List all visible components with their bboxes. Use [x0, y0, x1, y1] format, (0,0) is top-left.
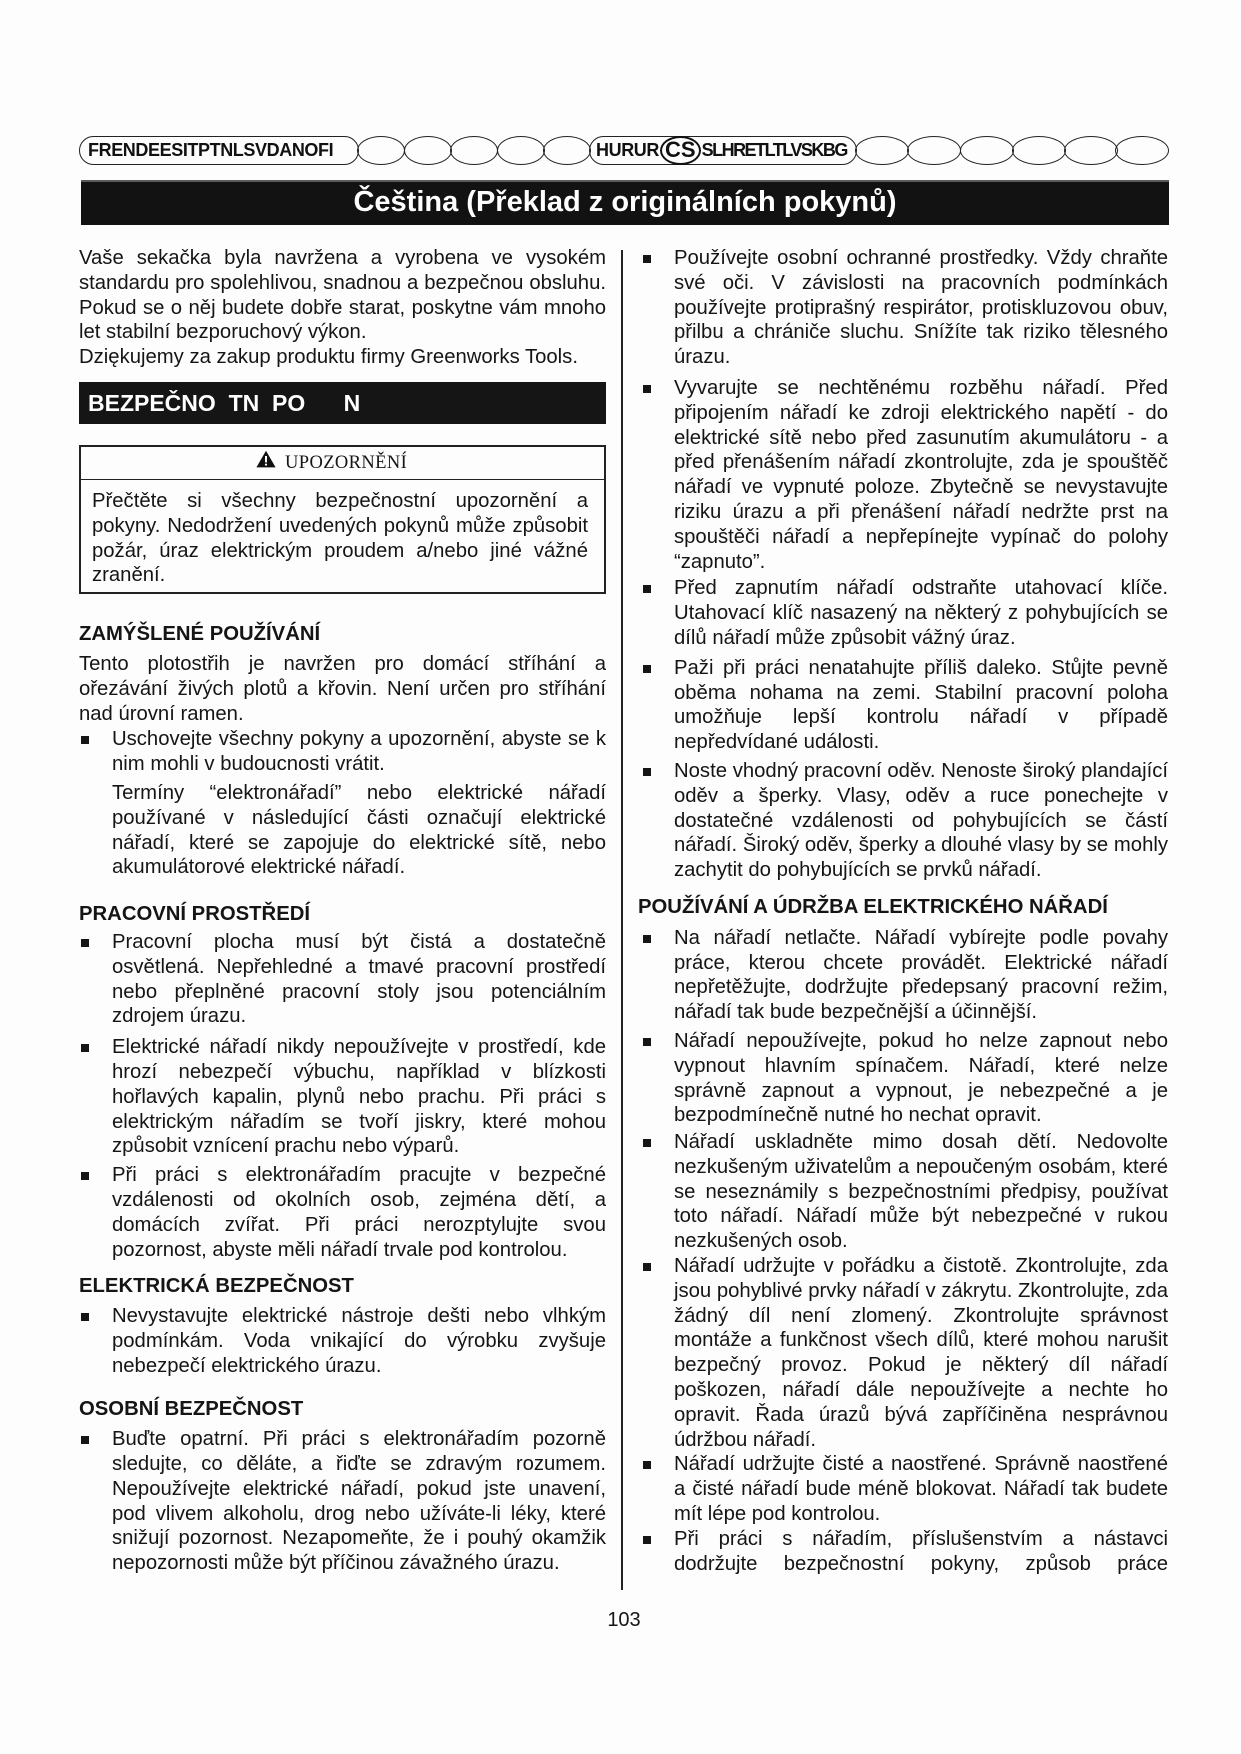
language-codes-right-before: HURUR — [596, 140, 659, 160]
list-item: Pracovní plocha musí být čistá a dostatečně osvětlená. Nepřehledné a tmavé pracovní prostředí nebo přeplněné pracovní stoly jsou potenciálním zdrojem úrazu. — [79, 930, 606, 1029]
right-column — [638, 246, 1168, 1576]
language-tab — [1012, 136, 1066, 165]
page-number: 103 — [607, 1609, 641, 1631]
list-item: Nářadí uskladněte mimo dosah dětí. Nedovolte nezkušeným uživatelům a nepoučeným osobám, které se neseznámily s bezpečnostními předpisy, používat toto nářadí. Nářadí může být nebezpečné v rukou nezkušených osob. — [638, 1130, 1168, 1254]
language-tab — [404, 136, 452, 165]
language-tab — [960, 136, 1014, 165]
language-codes-left: FRENDEESITPTNLSVDANOFI — [88, 140, 334, 160]
language-tab — [357, 136, 405, 165]
list-item: Buďte opatrní. Při práci s elektronářadím pozorně sledujte, co děláte, a řiďte se zdravým rozumem. Nepoužívejte elektrické nářadí, pokud jste unavení, pod vlivem alkoholu, drog nebo užíváte-li léky, které snižují pozornost. Nezapomeňte, že i pouhý okamžik nepozornosti může být příčinou závažného úrazu. — [79, 1427, 606, 1576]
section-title-bar: BEZPEČNO TN PO N — [79, 382, 606, 424]
terms-note: Termíny “elektronářadí” nebo elektrické nářadí používané v následující části označují elektrické nářadí, které se zapojuje do elektrické sítě, nebo akumulátorové elektrické nářadí. — [112, 781, 606, 879]
language-tab-group-left — [79, 136, 359, 165]
language-tab-row — [0, 136, 1241, 165]
list-item: Při práci s elektronářadím pracujte v bezpečné vzdálenosti od okolních osob, zejména dětí, a domácích zvířat. Při práci nerozptylujte svou pozornost, abyste měli nářadí trvale pod kontrolou. — [79, 1163, 606, 1262]
warning-box — [79, 445, 606, 594]
list-item: Nevystavujte elektrické nástroje dešti nebo vlhkým podmínkám. Voda vnikající do výrobku zvyšuje nebezpečí elektrického úrazu. — [79, 1304, 606, 1378]
page-title: Čeština (Překlad z originálních pokynů) — [81, 180, 1169, 225]
warning-triangle-icon — [256, 450, 276, 476]
active-language-tab: CS — [660, 136, 701, 165]
list-item: Při práci s nářadím, příslušenstvím a nástavci dodržujte bezpečnostní pokyny, způsob práce — [638, 1527, 1168, 1577]
list-item: Používejte osobní ochranné prostředky. Vždy chraňte své oči. V závislosti na pracovních podmínkách používejte protiprašný respirátor, protiskluzovou obuv, přilbu a chrániče sluchu. Snížíte tak riziko tělesného úrazu. — [638, 246, 1168, 370]
personal-safety-heading: OSOBNÍ BEZPEČNOST — [79, 1398, 304, 1421]
language-tab — [1115, 136, 1169, 165]
language-tab-group-right — [589, 136, 857, 165]
list-item: Paži při práci nenatahujte příliš daleko. Stůjte pevně oběma nohama na zemi. Stabilní pracovní poloha umožňuje lepší kontrolu nářadí v případě nepředvídané události. — [638, 656, 1168, 755]
language-tab — [1064, 136, 1118, 165]
list-item: Elektrické nářadí nikdy nepoužívejte v prostředí, kde hrozí nebezpečí výbuchu, například v blízkosti hořlavých kapalin, plynů nebo prachu. Při práci s elektrickým nářadím se tvoří jiskry, které mohou způsobit vznícení prachu nebo výparů. — [79, 1035, 606, 1159]
list-item: Na nářadí netlačte. Nářadí vybírejte podle povahy práce, kterou chcete provádět. Elektrické nářadí nepřetěžujte, dodržujte předepsaný pracovní režim, nářadí tak bude bezpečnější a účinnější. — [638, 926, 1168, 1025]
list-item: Uschovejte všechny pokyny a upozornění, abyste se k nim mohli v budoucnosti vrátit. — [79, 727, 606, 777]
list-item: Nářadí nepoužívejte, pokud ho nelze zapnout nebo vypnout hlavním spínačem. Nářadí, které nelze správně zapnout a vypnout, je nebezpečné a je bezpodmínečně nutné ho nechat opravit. — [638, 1029, 1168, 1128]
list-item: Nářadí udržujte v pořádku a čistotě. Zkontrolujte, zda jsou pohyblivé prvky nářadí v zákrytu. Zkontrolujte, zda žádný díl není zlomený. Zkontrolujte správnost montáže a funkčnost všech dílů, které mohou narušit bezpečný provoz. Pokud je některý díl nářadí poškozen, nářadí dále nepoužívejte a nechte ho opravit. Řada úrazů bývá zapříčiněna nesprávnou údržbou nářadí. — [638, 1254, 1168, 1452]
language-tab — [543, 136, 591, 165]
tool-use-heading: POUŽÍVÁNÍ A ÚDRŽBA ELEKTRICKÉHO NÁŘADÍ — [638, 895, 1108, 918]
language-codes-right-after: SLHRETLTLVSKBG — [701, 140, 847, 160]
warning-label: UPOZORNĚNÍ — [285, 452, 408, 473]
language-tab — [450, 136, 498, 165]
work-area-heading: PRACOVNÍ PROSTŘEDÍ — [79, 903, 311, 926]
column-divider — [621, 250, 623, 1590]
list-item: Noste vhodný pracovní oděv. Nenoste široký plandající oděv a šperky. Vlasy, oděv a ruce ponechejte v dostatečné vzdálenosti od pohybujících se částí nářadí. Široký oděv, šperky a dlouhé vlasy by se mohly zachytit do pohybujících se prvků nářadí. — [638, 759, 1168, 883]
language-tab — [497, 136, 545, 165]
list-item: Vyvarujte se nechtěnému rozběhu nářadí. Před připojením nářadí ke zdroji elektrického napětí - do elektrické sítě nebo před zasunutím akumulátoru - a před přenášením nářadí zkontrolujte, zda je spouštěč nářadí ve vypnuté poloze. Zbytečně se nevystavujte riziku úrazu a při přenášení nářadí nedržte prst na spouštěči nářadí a nepřepínejte vypínač do polohy “zapnuto”. — [638, 376, 1168, 574]
left-column — [79, 246, 606, 1576]
electrical-safety-heading: ELEKTRICKÁ BEZPEČNOST — [79, 1275, 354, 1298]
thanks-line: Dziękujemy za zakup produktu firmy Greenworks Tools. — [79, 346, 578, 369]
language-tab — [855, 136, 909, 165]
intended-use-heading: ZAMÝŠLENÉ POUŽÍVÁNÍ — [79, 623, 321, 646]
warning-header — [81, 447, 604, 480]
intended-use-text: Tento plotostřih je navržen pro domácí stříhání a ořezávání živých plotů a křovin. Není určen pro stříhání nad úrovní ramen. — [79, 652, 606, 725]
intro-paragraph: Vaše sekačka byla navržena a vyrobena ve vysokém standardu pro spolehlivou, snadnou a bezpečnou obsluhu. Pokud se o něj budete dobře starat, poskytne vám mnoho let stabilní bezporuchový výkon. — [79, 247, 606, 344]
language-tab — [907, 136, 961, 165]
list-item: Před zapnutím nářadí odstraňte utahovací klíče. Utahovací klíč nasazený na některý z pohybujících se dílů nářadí může způsobit vážný úraz. — [638, 576, 1168, 650]
list-item: Nářadí udržujte čisté a naostřené. Správně naostřené a čisté nářadí bude méně blokovat. Nářadí tak budete mít lépe pod kontrolou. — [638, 1452, 1168, 1526]
warning-text: Přečtěte si všechny bezpečnostní upozornění a pokyny. Nedodržení uvedených pokynů může způsobit požár, úraz elektrickým proudem a/nebo jiné vážné zranění. — [92, 489, 588, 587]
